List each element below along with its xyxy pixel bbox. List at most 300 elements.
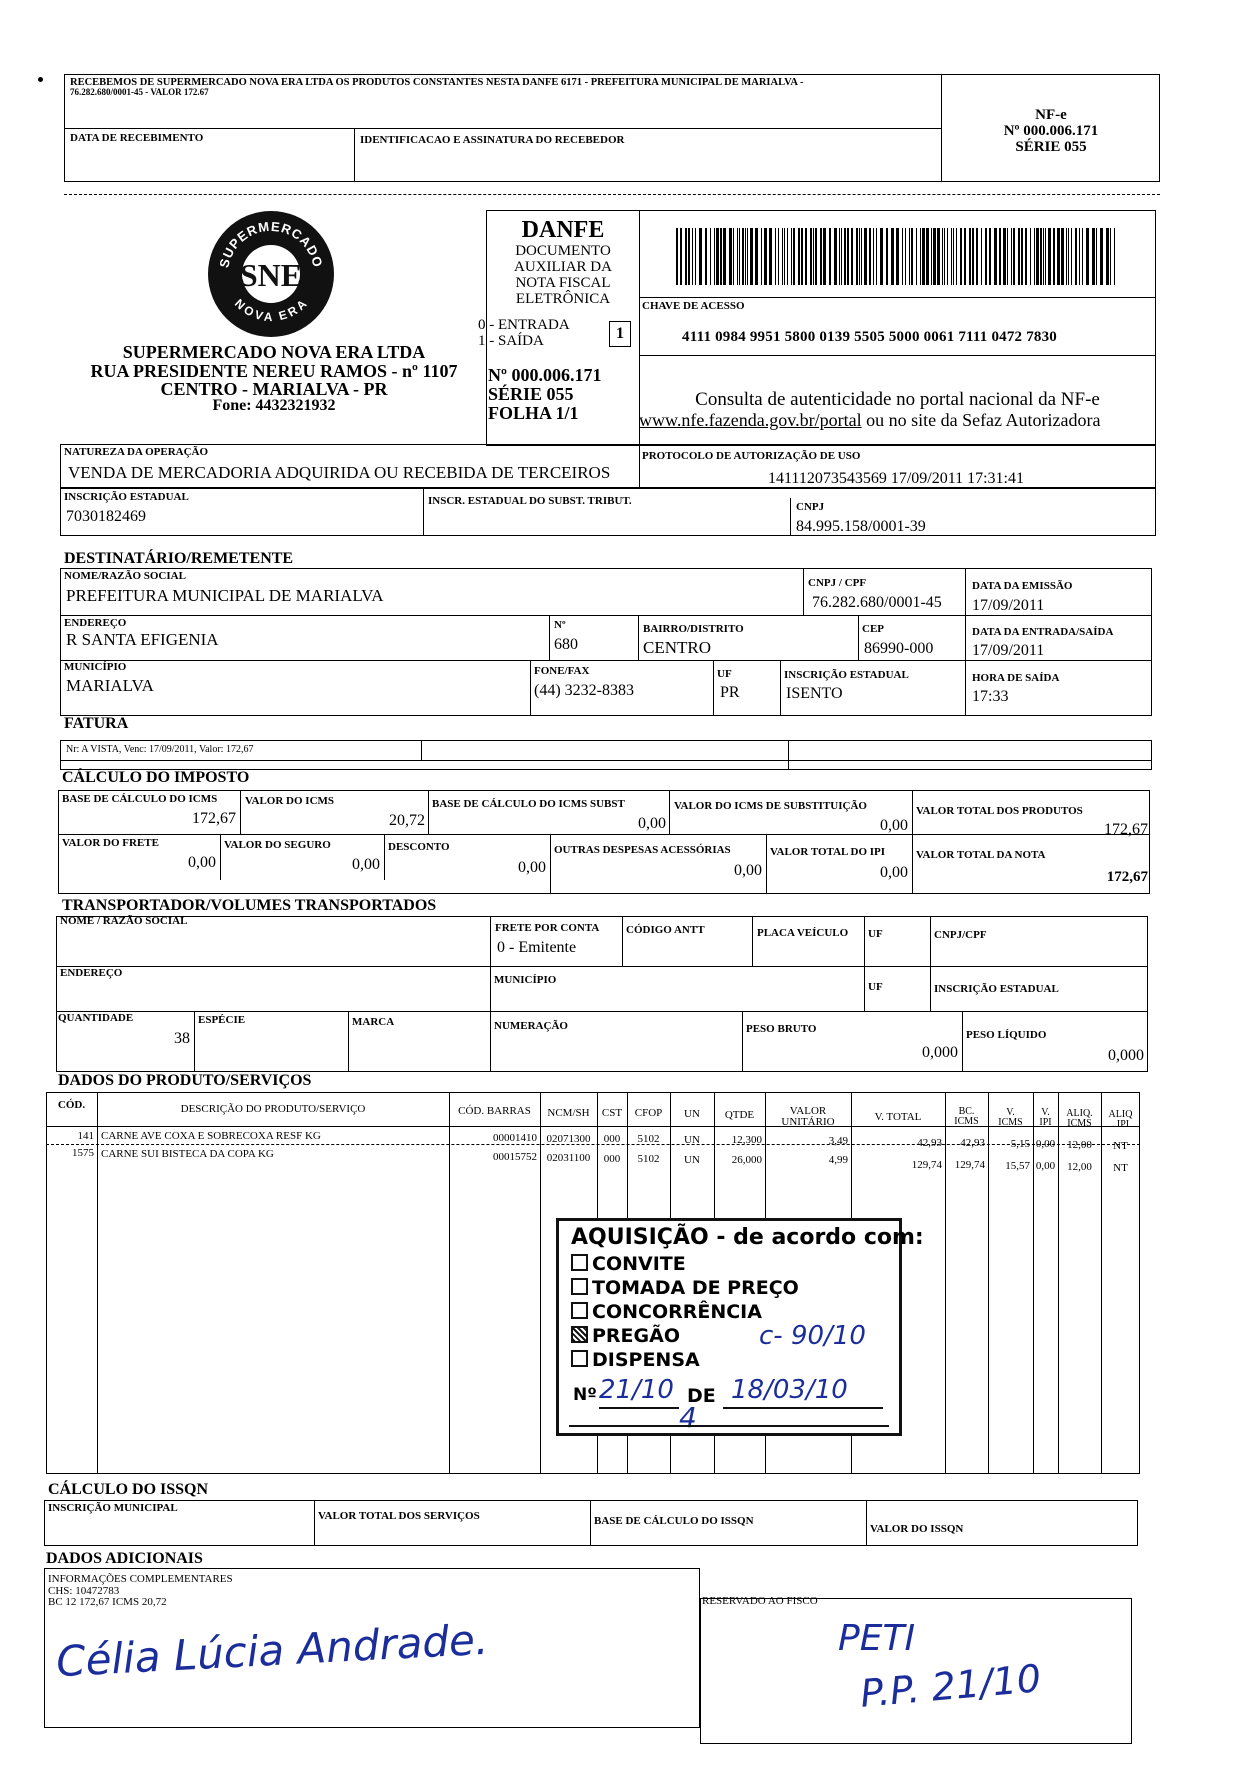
danfe-serie: SÉRIE 055 xyxy=(488,384,574,404)
barcode-bar xyxy=(791,228,792,285)
imp-bc-icms-value: 172,67 xyxy=(192,810,236,827)
cell-bc: 129,74 xyxy=(954,1159,985,1171)
issqn-v1 xyxy=(314,1500,315,1546)
barcode-bar xyxy=(716,228,719,285)
issqn-total-label: VALOR TOTAL DOS SERVIÇOS xyxy=(318,1510,480,1522)
imp-v1 xyxy=(240,790,241,834)
tr-frete-label: FRETE POR CONTA xyxy=(495,922,600,934)
imp-total-nota-label: VALOR TOTAL DA NOTA xyxy=(916,849,1046,861)
emitter-phone: Fone: 4432321932 xyxy=(212,397,336,414)
tr-peso-liq-value: 0,000 xyxy=(1108,1047,1144,1064)
barcode-bar xyxy=(729,228,732,285)
checkbox-icon xyxy=(571,1278,588,1295)
imp-icms-value: 20,72 xyxy=(389,812,425,829)
stamp-opt-label: DISPENSA xyxy=(592,1349,700,1371)
checkbox-icon xyxy=(571,1302,588,1319)
tr-frete-value: 0 - Emitente xyxy=(497,939,577,956)
barcode-bar xyxy=(1011,228,1012,285)
rec-municipio-label: MUNICÍPIO xyxy=(64,661,127,673)
tr-endereco-label: ENDEREÇO xyxy=(60,967,123,979)
barcode-bar xyxy=(839,228,840,285)
barcode-bar xyxy=(1048,228,1051,285)
barcode-bar xyxy=(856,228,858,285)
barcode-bar xyxy=(775,228,776,285)
logo-top-text: SUPERMERCADO xyxy=(216,218,326,270)
imp-frete-value: 0,00 xyxy=(188,854,216,871)
barcode-bar xyxy=(953,228,954,285)
rec-entrada-label: DATA DA ENTRADA/SAÍDA xyxy=(972,626,1114,638)
cell-vicms: 5,15 xyxy=(1010,1138,1030,1150)
issqn-im-label: INSCRIÇÃO MUNICIPAL xyxy=(48,1502,178,1514)
imp-v2 xyxy=(428,790,429,834)
barcode-bar xyxy=(976,228,978,285)
info-line-1: CHS: 10472783 xyxy=(48,1585,120,1597)
barcode-bar xyxy=(823,228,826,285)
rec-v-emissao xyxy=(965,568,966,716)
barcode-bar xyxy=(764,228,767,285)
th-barras: CÓD. BARRAS xyxy=(458,1105,531,1117)
danfe-type-box: 1 xyxy=(609,321,631,347)
emitter-name: SUPERMERCADO NOVA ERA LTDA xyxy=(122,342,426,362)
stamp-hand-no: 21/10 xyxy=(599,1375,674,1405)
cell-aliqipi: NT xyxy=(1113,1140,1128,1152)
th-bc-2: ICMS xyxy=(954,1116,979,1127)
checked-checkbox-icon xyxy=(571,1326,588,1343)
ie-div-2 xyxy=(790,498,791,536)
col-line-1 xyxy=(97,1092,98,1474)
stamp-hand-pregao: c- 90/10 xyxy=(759,1321,866,1351)
th-aliqicms-1: ALIQ. xyxy=(1066,1108,1093,1119)
barcode-bar xyxy=(847,228,849,285)
barcode-bar xyxy=(864,228,867,285)
barcode-bar xyxy=(1053,228,1055,285)
imp-desconto-label: DESCONTO xyxy=(388,841,450,853)
info-label: INFORMAÇÕES COMPLEMENTARES xyxy=(48,1573,233,1585)
th-cst: CST xyxy=(601,1107,623,1119)
barcode-bar xyxy=(1110,228,1111,285)
barcode-bar xyxy=(902,228,903,285)
fatura-text: Nr: A VISTA, Venc: 17/09/2011, Valor: 172,67 xyxy=(66,744,254,755)
th-vicms-1: V. xyxy=(1006,1107,1015,1118)
barcode-bar xyxy=(933,228,936,285)
tr-v1 xyxy=(490,916,491,1072)
receipt-text-2: 76.282.680/0001-45 - VALOR 172.67 xyxy=(70,87,209,97)
receipt-text-1: RECEBEMOS DE SUPERMERCADO NOVA ERA LTDA OS PRODUTOS CONSTANTES NESTA DANFE 6171 - PREFEITURA MUNICIPAL DE MARIALVA - xyxy=(70,77,804,88)
tr-especie-label: ESPÉCIE xyxy=(198,1014,246,1026)
stamp-opt-concorrencia xyxy=(571,1301,762,1323)
imposto-section: CÁLCULO DO IMPOSTO xyxy=(62,769,250,786)
hand-note-1: PETI xyxy=(838,1618,916,1659)
imp-ipi-label: VALOR TOTAL DO IPI xyxy=(770,846,886,858)
receipt-nfe-serie: SÉRIE 055 xyxy=(1015,139,1087,155)
info-line-2: BC 12 172,67 ICMS 20,72 xyxy=(48,1596,167,1608)
barcode-bar xyxy=(994,228,997,285)
cell-un: UN xyxy=(684,1154,700,1166)
col-line-2 xyxy=(449,1092,450,1474)
rec-cnpj-value: 76.282.680/0001-45 xyxy=(812,594,942,611)
tr-v5 xyxy=(930,916,931,1011)
tr-v8 xyxy=(742,1011,743,1072)
stamp-date-line xyxy=(723,1407,883,1409)
cell-aliqicms: 12,00 xyxy=(1067,1139,1092,1151)
stamp-title: AQUISIÇÃO - de acordo com: xyxy=(571,1225,924,1250)
barcode-bar xyxy=(1018,228,1020,285)
imp-bc-icms-label: BASE DE CÁLCULO DO ICMS xyxy=(62,793,218,805)
rec-cep-label: CEP xyxy=(862,623,884,635)
rec-emissao-value: 17/09/2011 xyxy=(972,597,1045,614)
receipt-divider xyxy=(64,128,942,129)
barcode-bar xyxy=(1013,228,1015,285)
stamp-bottom-line xyxy=(569,1425,889,1427)
rec-ie-value: ISENTO xyxy=(786,685,843,702)
barcode-bar xyxy=(896,228,899,285)
barcode-bar xyxy=(1030,228,1031,285)
barcode-bar xyxy=(680,228,682,285)
imp-v6 xyxy=(384,834,385,880)
imp-v8 xyxy=(766,834,767,894)
tr-marca-label: MARCA xyxy=(352,1016,395,1028)
barcode-graphic xyxy=(676,228,1121,285)
barcode xyxy=(676,228,1121,285)
cell-bc: 42,93 xyxy=(960,1137,985,1149)
imp-v3 xyxy=(669,790,670,834)
fatura-section: FATURA xyxy=(64,715,129,732)
imp-outras-value: 0,00 xyxy=(734,862,762,879)
cell-ncm: 02031100 xyxy=(546,1152,591,1164)
barcode-bar xyxy=(1096,228,1097,285)
barcode-bar xyxy=(931,228,932,285)
stamp-initial: 4 xyxy=(679,1401,697,1434)
cell-aliqicms: 12,00 xyxy=(1067,1161,1092,1173)
danfe-folha: FOLHA 1/1 xyxy=(488,403,579,423)
rec-v-fone xyxy=(530,660,531,716)
danfe-line-2: AUXILIAR DA xyxy=(514,259,612,275)
barcode-bar xyxy=(922,228,925,285)
imp-frete-label: VALOR DO FRETE xyxy=(62,837,159,849)
th-qtde: QTDE xyxy=(724,1109,755,1121)
cut-line xyxy=(64,194,1160,195)
hand-note-2: P.P. 21/10 xyxy=(858,1656,1043,1716)
barcode-bar xyxy=(1075,228,1077,285)
cell-qtde: 12,300 xyxy=(731,1134,762,1146)
rec-endereco-value: R SANTA EFIGENIA xyxy=(66,630,219,649)
rec-num-value: 680 xyxy=(554,636,578,653)
barcode-bar xyxy=(1040,228,1042,285)
tr-peso-bruto-label: PESO BRUTO xyxy=(746,1023,817,1035)
cell-vicms: 15,57 xyxy=(1005,1160,1030,1172)
cell-vtotal: 42,93 xyxy=(917,1137,942,1149)
stamp-de-label: DE xyxy=(687,1385,716,1407)
th-bc-1: BC. xyxy=(958,1106,975,1117)
stamp-no-label: Nº xyxy=(573,1385,597,1405)
rec-cnpj-label: CNPJ / CPF xyxy=(808,577,867,589)
barcode-bar xyxy=(1036,228,1039,285)
stamp-opt-dispensa xyxy=(571,1349,700,1371)
barcode-bar xyxy=(688,228,690,285)
barcode-bar xyxy=(942,228,943,285)
barcode-bar xyxy=(714,228,715,285)
rec-hora-value: 17:33 xyxy=(972,688,1009,705)
receipt-nfe-label: NF-e xyxy=(1035,107,1067,123)
barcode-bar xyxy=(969,228,971,285)
barcode-bar xyxy=(723,228,726,285)
barcode-bar xyxy=(920,228,921,285)
stamp-opt-label: TOMADA DE PREÇO xyxy=(592,1277,799,1299)
barcode-bar xyxy=(876,228,877,285)
rec-name-value: PREFEITURA MUNICIPAL DE MARIALVA xyxy=(66,586,384,605)
barcode-bar xyxy=(810,228,812,285)
barcode-bar xyxy=(755,228,758,285)
cell-vipi: 0,00 xyxy=(1035,1160,1056,1172)
th-aliqicms-2: ICMS xyxy=(1067,1118,1092,1129)
rec-name-label: NOME/RAZÃO SOCIAL xyxy=(64,570,186,582)
danfe-line-4: ELETRÔNICA xyxy=(515,291,611,307)
barcode-bar xyxy=(1025,228,1027,285)
ie-st-label: INSCR. ESTADUAL DO SUBST. TRIBUT. xyxy=(428,495,632,507)
barcode-bar xyxy=(911,228,913,285)
tr-ie-label: INSCRIÇÃO ESTADUAL xyxy=(934,983,1059,995)
barcode-bar xyxy=(699,228,702,285)
danfe-title: DANFE xyxy=(521,217,605,243)
rec-cep-value: 86990-000 xyxy=(864,640,934,657)
rec-uf-value: PR xyxy=(720,684,740,701)
barcode-bar xyxy=(909,228,910,285)
additional-section: DADOS ADICIONAIS xyxy=(46,1550,203,1567)
barcode-bar xyxy=(873,228,874,285)
barcode-bar xyxy=(720,228,722,285)
danfe-number: Nº 000.006.171 xyxy=(488,365,602,385)
th-ncm: NCM/SH xyxy=(547,1107,590,1119)
barcode-bar xyxy=(742,228,744,285)
col-line-10 xyxy=(945,1092,946,1474)
access-divider-1 xyxy=(639,297,1156,298)
consulta-portal-link[interactable]: www.nfe.fazenda.gov.br/portal xyxy=(639,410,862,430)
barcode-bar xyxy=(1045,228,1046,285)
barcode-bar xyxy=(1007,228,1008,285)
receipt-sign-label: IDENTIFICACAO E ASSINATURA DO RECEBEDOR xyxy=(360,134,625,146)
th-vipi-1: V. xyxy=(1041,1107,1050,1118)
barcode-bar xyxy=(861,228,862,285)
barcode-bar xyxy=(1003,228,1006,285)
barcode-bar xyxy=(782,228,783,285)
barcode-bar xyxy=(880,228,883,285)
emitter-cnpj-label: CNPJ xyxy=(796,501,825,513)
cell-cod: 1575 xyxy=(72,1147,94,1159)
rec-h2 xyxy=(60,660,1152,661)
cell-cst: 000 xyxy=(603,1133,621,1145)
tr-qtd-value: 38 xyxy=(174,1030,190,1047)
cell-desc: CARNE AVE COXA E SOBRECOXA RESF KG xyxy=(101,1130,321,1142)
barcode-bar xyxy=(905,228,906,285)
logo-bottom-text: NOVA ERA xyxy=(231,296,311,325)
th-vunit-2: UNITÁRIO xyxy=(781,1116,835,1128)
tr-h1 xyxy=(56,966,1148,967)
barcode-bar xyxy=(1114,228,1115,285)
rec-v-bairro xyxy=(638,615,639,660)
imp-icms-label: VALOR DO ICMS xyxy=(245,795,335,807)
barcode-bar xyxy=(947,228,948,285)
imp-total-prod-label: VALOR TOTAL DOS PRODUTOS xyxy=(916,805,1083,817)
issqn-grid xyxy=(44,1500,1138,1546)
barcode-bar xyxy=(964,228,966,285)
barcode-bar xyxy=(891,228,894,285)
imp-total-prod-value: 172,67 xyxy=(1104,821,1148,838)
th-aliqipi-2: . IPI xyxy=(1111,1119,1130,1130)
tr-v9 xyxy=(962,1011,963,1072)
fatura-v1 xyxy=(421,740,422,760)
barcode-bar xyxy=(1043,228,1044,285)
stamp-opt-label: PREGÃO xyxy=(592,1325,680,1347)
emitter-cnpj-value: 84.995.158/0001-39 xyxy=(796,518,926,535)
barcode-bar xyxy=(951,228,952,285)
checkbox-icon xyxy=(571,1254,588,1271)
tr-qtd-label: QUANTIDADE xyxy=(58,1012,134,1024)
logo-initials: SNE xyxy=(239,257,303,293)
bullet-dot xyxy=(38,77,43,82)
imp-v4 xyxy=(912,790,913,894)
barcode-bar xyxy=(778,228,779,285)
rec-fone-value: (44) 3232-8383 xyxy=(534,682,634,699)
issqn-section: CÁLCULO DO ISSQN xyxy=(48,1481,209,1498)
cell-qtde: 26,000 xyxy=(731,1154,762,1166)
imp-bc-st-value: 0,00 xyxy=(638,815,666,832)
receipt-nfe-number: Nº 000.006.171 xyxy=(1003,123,1099,139)
barcode-bar xyxy=(937,228,940,285)
cell-desc: CARNE SUI BISTECA DA COPA KG xyxy=(101,1148,274,1160)
danfe-line-1: DOCUMENTO xyxy=(515,243,611,259)
tr-nome-label: NOME / RAZÃO SOCIAL xyxy=(60,915,188,927)
rec-municipio-value: MARIALVA xyxy=(66,676,154,695)
access-key-label: CHAVE DE ACESSO xyxy=(642,300,745,312)
barcode-bar xyxy=(695,228,696,285)
fatura-mid xyxy=(60,760,1152,761)
imp-icms-st-value: 0,00 xyxy=(880,817,908,834)
receipt-divider-v2 xyxy=(354,128,355,182)
protocolo-value: 141112073543569 17/09/2011 17:31:41 xyxy=(768,470,1024,487)
barcode-bar xyxy=(926,228,929,285)
th-cfop: CFOP xyxy=(634,1107,663,1119)
consulta-line-1: Consulta de autenticidade no portal nacional da NF-e xyxy=(695,389,1100,410)
ie-value: 7030182469 xyxy=(66,508,146,525)
rec-fone-label: FONE/FAX xyxy=(534,665,590,677)
issqn-v2 xyxy=(590,1500,591,1546)
th-vipi-2: IPI xyxy=(1039,1117,1052,1128)
stamp-opt-label: CONVITE xyxy=(592,1253,686,1275)
barcode-bar xyxy=(1057,228,1060,285)
cell-vunit: 3,49 xyxy=(828,1135,848,1147)
barcode-bar xyxy=(692,228,693,285)
cell-un: UN xyxy=(684,1134,700,1146)
cell-cfop: 5102 xyxy=(637,1153,660,1165)
th-un: UN xyxy=(684,1108,700,1120)
tr-v2 xyxy=(622,916,623,966)
tr-v3 xyxy=(752,916,753,966)
consulta-sefaz: ou no site da Sefaz Autorizadora xyxy=(861,410,1101,430)
barcode-bar xyxy=(1061,228,1064,285)
barcode-bar xyxy=(1071,228,1072,285)
stamp-opt-tomada xyxy=(571,1277,799,1299)
barcode-bar xyxy=(1068,228,1069,285)
barcode-bar xyxy=(820,228,822,285)
emitter-address: RUA PRESIDENTE NEREU RAMOS - nº 1107 xyxy=(90,361,458,381)
imp-desconto-value: 0,00 xyxy=(518,859,546,876)
barcode-bar xyxy=(841,228,842,285)
fatura-v2 xyxy=(788,740,789,770)
rec-bairro-value: CENTRO xyxy=(643,638,711,657)
th-aliqipi-1: ALIQ xyxy=(1108,1109,1133,1120)
barcode-bar xyxy=(761,228,762,285)
danfe-entrada: 0 - ENTRADA xyxy=(478,317,570,333)
ie-div-1 xyxy=(423,488,424,536)
tr-cnpj-label: CNPJ/CPF xyxy=(934,929,987,941)
barcode-bar xyxy=(1079,228,1080,285)
barcode-bar xyxy=(710,228,711,285)
rec-v-uf xyxy=(713,660,714,716)
barcode-bar xyxy=(805,228,807,285)
rec-uf-label: UF xyxy=(717,668,732,680)
barcode-bar xyxy=(1106,228,1109,285)
barcode-bar xyxy=(769,228,772,285)
barcode-bar xyxy=(981,228,982,285)
imp-total-nota-value: 172,67 xyxy=(1106,869,1148,885)
barcode-bar xyxy=(745,228,746,285)
barcode-bar xyxy=(944,228,945,285)
tr-numeracao-label: NUMERAÇÃO xyxy=(494,1020,568,1032)
stamp-opt-pregao xyxy=(571,1325,680,1347)
transport-section: TRANSPORTADOR/VOLUMES TRANSPORTADOS xyxy=(62,897,437,914)
protocolo-label: PROTOCOLO DE AUTORIZAÇÃO DE USO xyxy=(642,450,861,462)
rec-hora-label: HORA DE SAÍDA xyxy=(972,672,1060,684)
barcode-bar xyxy=(1021,228,1023,285)
tr-municipio-label: MUNICÍPIO xyxy=(494,974,557,986)
th-vicms-2: ICMS xyxy=(998,1117,1023,1128)
barcode-bar xyxy=(739,228,740,285)
tr-h2 xyxy=(56,1011,1148,1012)
natureza-label: NATUREZA DA OPERAÇÃO xyxy=(64,446,209,458)
rec-ie-label: INSCRIÇÃO ESTADUAL xyxy=(784,669,909,681)
products-section: DADOS DO PRODUTO/SERVIÇOS xyxy=(58,1072,312,1089)
rec-v-cnpj xyxy=(803,568,804,615)
barcode-bar xyxy=(793,228,795,285)
stamp-no-line xyxy=(599,1407,679,1409)
barcode-bar xyxy=(798,228,800,285)
cell-cst: 000 xyxy=(603,1153,621,1165)
imp-bc-st-label: BASE DE CÁLCULO DO ICMS SUBST xyxy=(432,798,625,810)
tr-placa-label: PLACA VEÍCULO xyxy=(757,927,849,939)
imp-v7 xyxy=(550,834,551,894)
barcode-bar xyxy=(851,228,853,285)
barcode-bar xyxy=(960,228,962,285)
barcode-bar xyxy=(747,228,748,285)
rec-entrada-value: 17/09/2011 xyxy=(972,642,1045,659)
barcode-bar xyxy=(886,228,888,285)
imp-outras-label: OUTRAS DESPESAS ACESSÓRIAS xyxy=(554,844,731,856)
rec-bairro-label: BAIRRO/DISTRITO xyxy=(643,623,744,635)
imp-seguro-value: 0,00 xyxy=(352,856,380,873)
barcode-bar xyxy=(972,228,974,285)
th-desc: DESCRIÇÃO DO PRODUTO/SERVIÇO xyxy=(180,1103,366,1115)
logo-graphic xyxy=(208,211,334,337)
barcode-bar xyxy=(985,228,987,285)
barcode-bar xyxy=(1082,228,1083,285)
cell-vtotal: 129,74 xyxy=(911,1159,942,1171)
rec-v-num xyxy=(549,615,550,660)
tr-v4 xyxy=(864,916,865,1011)
fisco-label: RESERVADO AO FISCO xyxy=(702,1595,818,1607)
cell-cod: 141 xyxy=(77,1130,94,1142)
th-vunit-1: VALOR xyxy=(789,1105,827,1117)
imp-ipi-value: 0,00 xyxy=(880,864,908,881)
